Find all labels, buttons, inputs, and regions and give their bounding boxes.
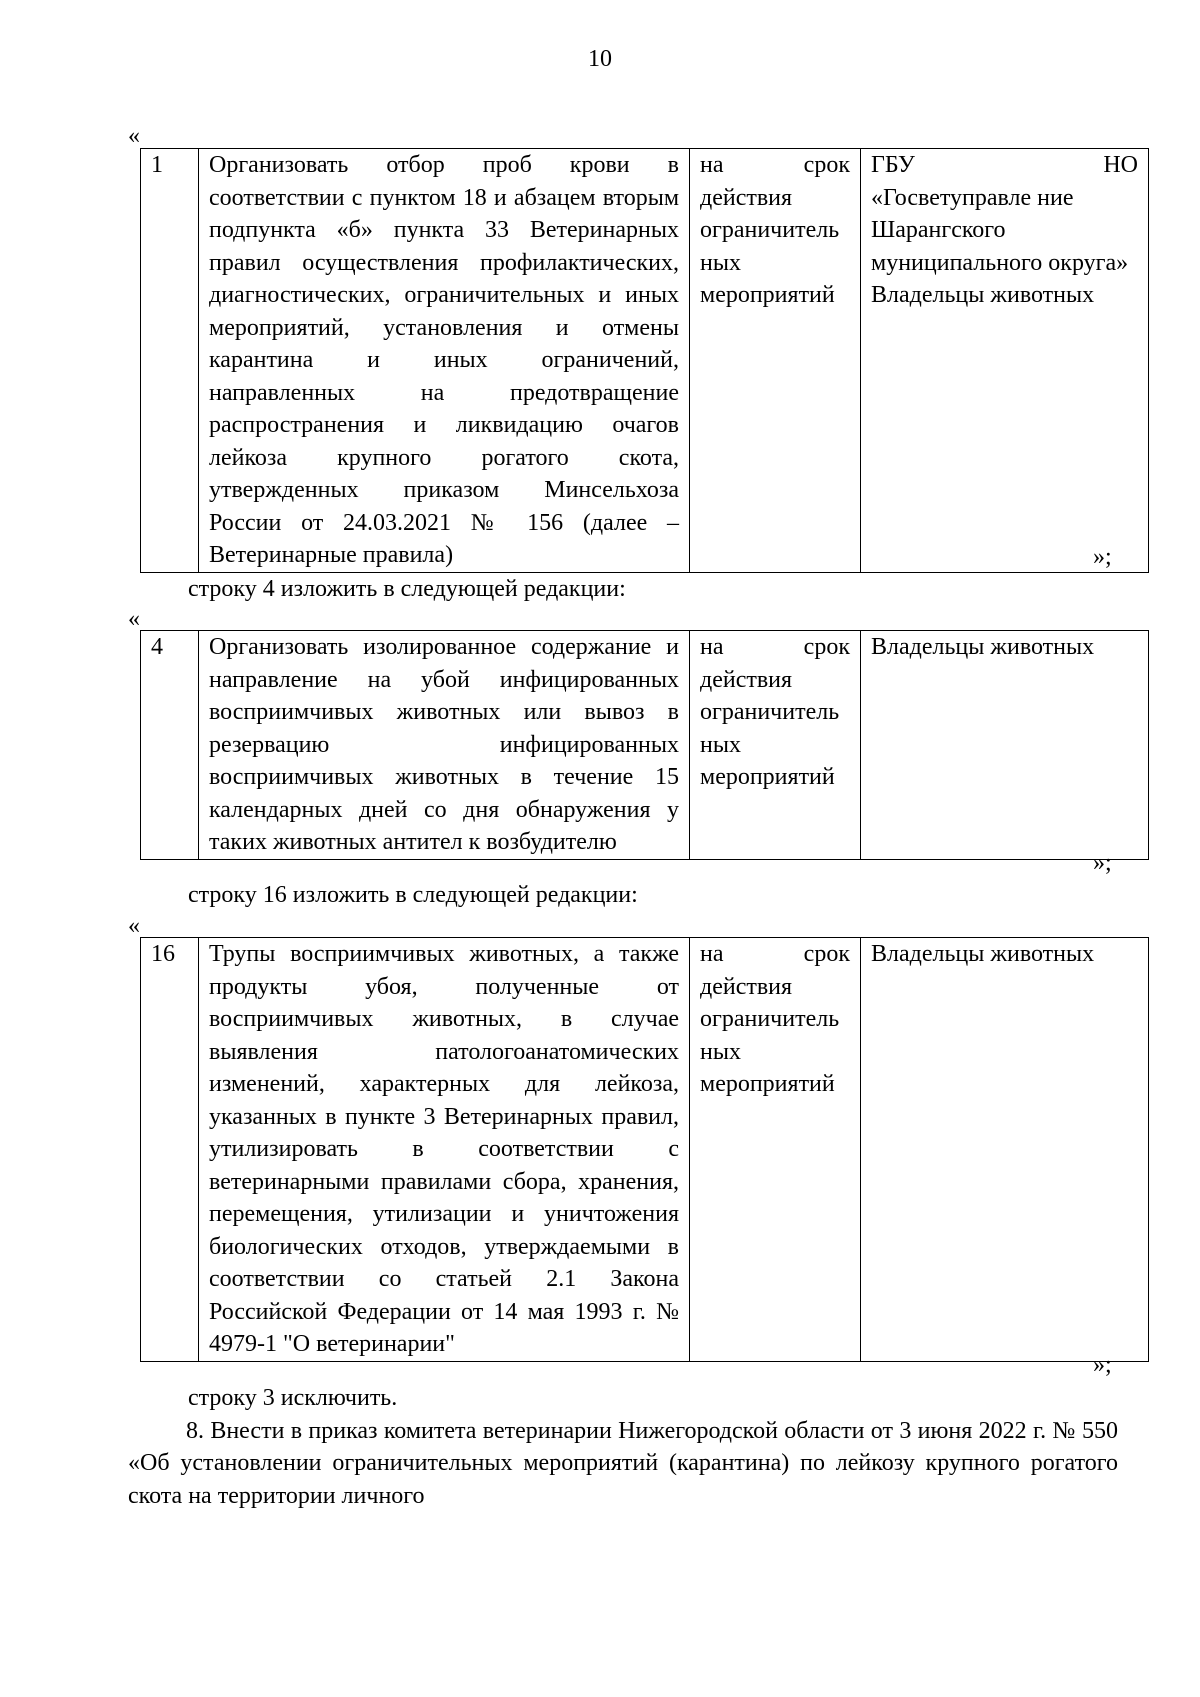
- opening-quote: «: [128, 123, 140, 149]
- row-number: 16: [141, 938, 199, 1362]
- closing-quote: »;: [1093, 544, 1112, 570]
- opening-quote: «: [128, 913, 140, 939]
- action-cell: Организовать изолированное содержание и направление на убой инфицированных восприимчивых животных или вывоз в резервацию инфицированных восприимчивых животных в течение 15 календарных дней со дня обнаружения у таких животных антител к возбудителю: [199, 631, 690, 860]
- term-cell: [690, 631, 861, 860]
- term-rest: действия ограничитель ных мероприятий: [700, 973, 840, 1097]
- table-row: [141, 149, 1149, 573]
- term-rest: действия ограничитель ных мероприятий: [700, 184, 840, 308]
- amendment-table-row-1: [140, 148, 1149, 573]
- term-line: на срок: [700, 152, 850, 178]
- responsible-cell: Владельцы животных: [861, 631, 1149, 860]
- amendment-table-row-4: [140, 630, 1149, 860]
- table-row: [141, 631, 1149, 860]
- responsible-cell: [861, 149, 1149, 573]
- row-number: 4: [141, 631, 199, 860]
- opening-quote: «: [128, 606, 140, 632]
- closing-quote: »;: [1093, 1352, 1112, 1378]
- row-number: 1: [141, 149, 199, 573]
- term-cell: [690, 149, 861, 573]
- action-cell: Организовать отбор проб крови в соответствии с пунктом 18 и абзацем вторым подпункта «б» пункта 33 Ветеринарных правил осуществления профилактических, диагностических, ограничительных и иных мероприятий, установления и отмены карантина и иных ограничений, направленных на предотвращение распространения и ликвидацию очагов лейкоза крупного рогатого скота, утвержденных приказом Минсельхоза России от 24.03.2021 № 156 (далее – Ветеринарные правила): [199, 149, 690, 573]
- instruction-row16: строку 16 изложить в следующей редакции:: [188, 882, 638, 908]
- instruction-row4: строку 4 изложить в следующей редакции:: [188, 576, 626, 602]
- responsible-cell: Владельцы животных: [861, 938, 1149, 1362]
- term-rest: действия ограничитель ных мероприятий: [700, 666, 840, 790]
- table-row: [141, 938, 1149, 1362]
- responsible-rest: «Госветуправле ние Шарангского муниципального округа» Владельцы животных: [871, 184, 1129, 308]
- term-line: на срок: [700, 634, 850, 660]
- item-8-paragraph: [128, 1415, 1118, 1512]
- term-cell: [690, 938, 861, 1362]
- amendment-table-row-16: [140, 937, 1149, 1362]
- instruction-row3: строку 3 исключить.: [188, 1385, 398, 1411]
- closing-quote: »;: [1093, 850, 1112, 876]
- item-8-text: 8. Внести в приказ комитета ветеринарии Нижегородской области от 3 июня 2022 г. № 550 «Об установлении ограничительных мероприятий (карантина) по лейкозу крупного рогатого скота на территории личного: [128, 1418, 1118, 1509]
- term-line: на срок: [700, 941, 850, 967]
- page-number: 10: [588, 46, 612, 72]
- responsible-line: ГБУ НО: [871, 152, 1138, 178]
- action-cell: Трупы восприимчивых животных, а также продукты убоя, полученные от восприимчивых животных, в случае выявления патологоанатомических изменений, характерных для лейкоза, указанных в пункте 3 Ветеринарных правил, утилизировать в соответствии с ветеринарными правилами сбора, хранения, перемещения, утилизации и уничтожения биологических отходов, утверждаемыми в соответствии со статьей 2.1 Закона Российской Федерации от 14 мая 1993 г. № 4979-1 "О ветеринарии": [199, 938, 690, 1362]
